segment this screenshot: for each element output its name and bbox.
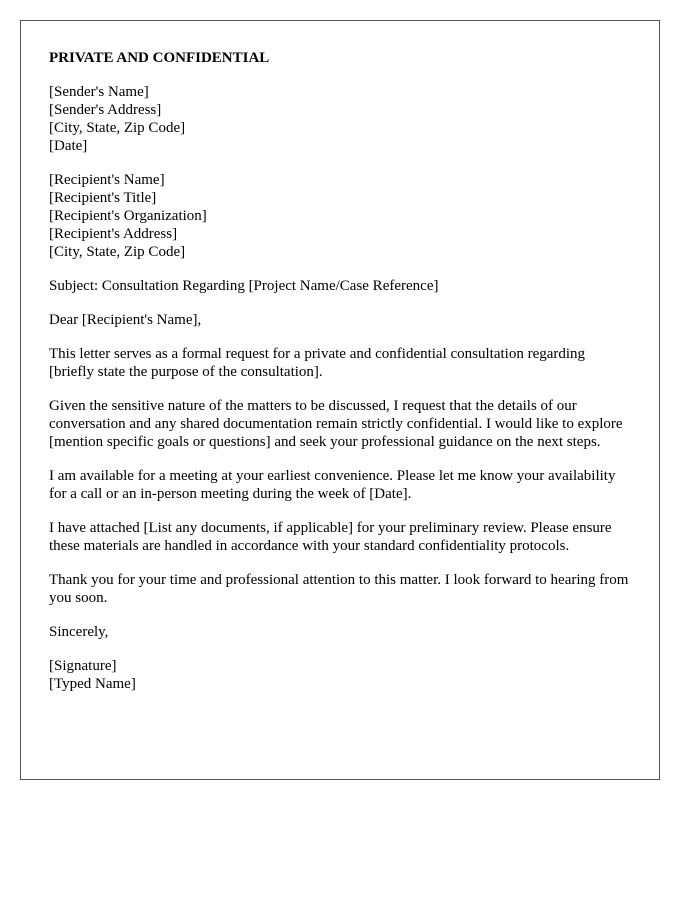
recipient-title: [Recipient's Title] [49, 190, 157, 206]
body-paragraph: I am available for a meeting at your earliest convenience. Please let me know your availability for a call or an in-person meeting during the week of [Date]. [49, 468, 616, 502]
sender-address: [Sender's Address] [49, 102, 162, 118]
signature-placeholder: [Signature] [49, 658, 117, 674]
letter-heading: PRIVATE AND CONFIDENTIAL [49, 50, 270, 66]
typed-name: [Typed Name] [49, 676, 136, 692]
letter-date: [Date] [49, 138, 88, 154]
recipient-name: [Recipient's Name] [49, 172, 165, 188]
body-paragraph: I have attached [List any documents, if applicable] for your preliminary review. Please ensure these materials are handled in accordance with your standard confidentiality protocols. [49, 520, 612, 554]
letter-page [20, 20, 660, 780]
body-paragraph: Given the sensitive nature of the matters to be discussed, I request that the details of our conversation and any shared documentation remain strictly confidential. I would like to explore [mention specific goals or questions] and seek your professional guidance on the next steps. [49, 398, 623, 450]
recipient-city-state-zip: [City, State, Zip Code] [49, 244, 186, 260]
recipient-organization: [Recipient's Organization] [49, 208, 207, 224]
recipient-address: [Recipient's Address] [49, 226, 178, 242]
sender-city-state-zip: [City, State, Zip Code] [49, 120, 186, 136]
closing: Sincerely, [49, 624, 109, 640]
recipient-address-block [49, 171, 631, 261]
sender-address-block [49, 83, 631, 155]
signature-block [49, 657, 631, 693]
subject-line: Subject: Consultation Regarding [Project Name/Case Reference] [49, 278, 439, 294]
body-paragraph: This letter serves as a formal request for a private and confidential consultation regarding [briefly state the purpose of the consultation]. [49, 346, 586, 380]
body-paragraph: Thank you for your time and professional attention to this matter. I look forward to hearing from you soon. [49, 572, 629, 606]
salutation: Dear [Recipient's Name], [49, 312, 202, 328]
sender-name: [Sender's Name] [49, 84, 149, 100]
